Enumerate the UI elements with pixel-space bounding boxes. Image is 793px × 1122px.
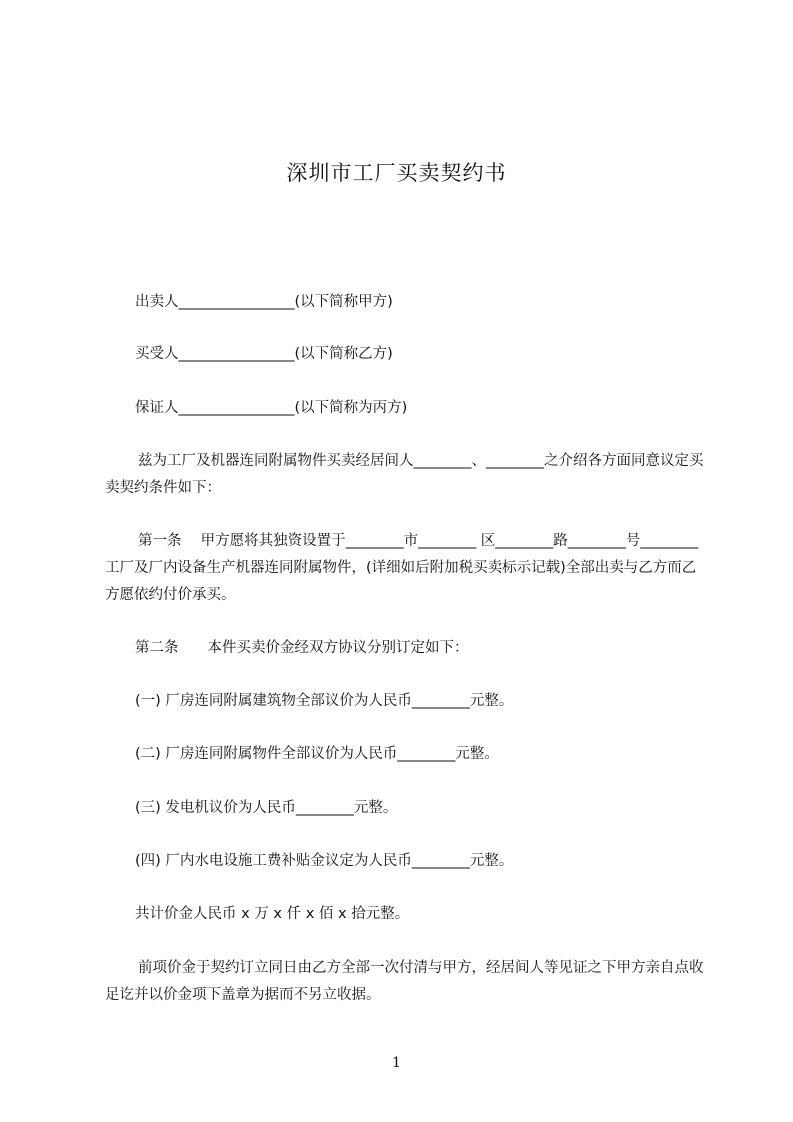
price-item-3: (三) 发电机议价为人民币________元整。 xyxy=(135,800,398,816)
page-number: 1 xyxy=(392,1055,401,1071)
buyer-line: 买受人________________(以下简称乙方) xyxy=(135,346,393,362)
article-1: 第一条 甲方愿将其独资设置于________市________ 区________路________号________工厂及厂内设备生产机器连同附属物件，(详细如后附加税买卖标示记载)全部出卖与乙方而乙方愿依约付价承买。 xyxy=(105,533,699,603)
price-item-4: (四) 厂内水电设施工费补贴金议定为人民币________元整。 xyxy=(135,853,514,869)
seller-line: 出卖人________________(以下简称甲方) xyxy=(135,294,393,310)
total-price: 共计价金人民币 x 万 x 仟 x 佰 x 拾元整。 xyxy=(135,906,410,922)
guarantor-line: 保证人________________(以下简称为丙方) xyxy=(135,400,408,416)
article-2: 第二条 本件买卖价金经双方协议分别订定如下： xyxy=(135,640,469,656)
payment-paragraph: 前项价金于契约订立同日由乙方全部一次付清与甲方，经居间人等见证之下甲方亲自点收足讫并以价金项下盖章为据而不另立收据。 xyxy=(105,960,704,1003)
price-item-2: (二) 厂房连同附属物件全部议价为人民币________元整。 xyxy=(135,746,499,762)
document-title: 深圳市工厂买卖契约书 xyxy=(286,161,507,186)
price-item-1: (一) 厂房连同附属建筑物全部议价为人民币________元整。 xyxy=(135,693,514,709)
intro-paragraph: 兹为工厂及机器连同附属物件买卖经居间人________、________之介绍各方面同意议定买卖契约条件如下： xyxy=(105,453,704,496)
